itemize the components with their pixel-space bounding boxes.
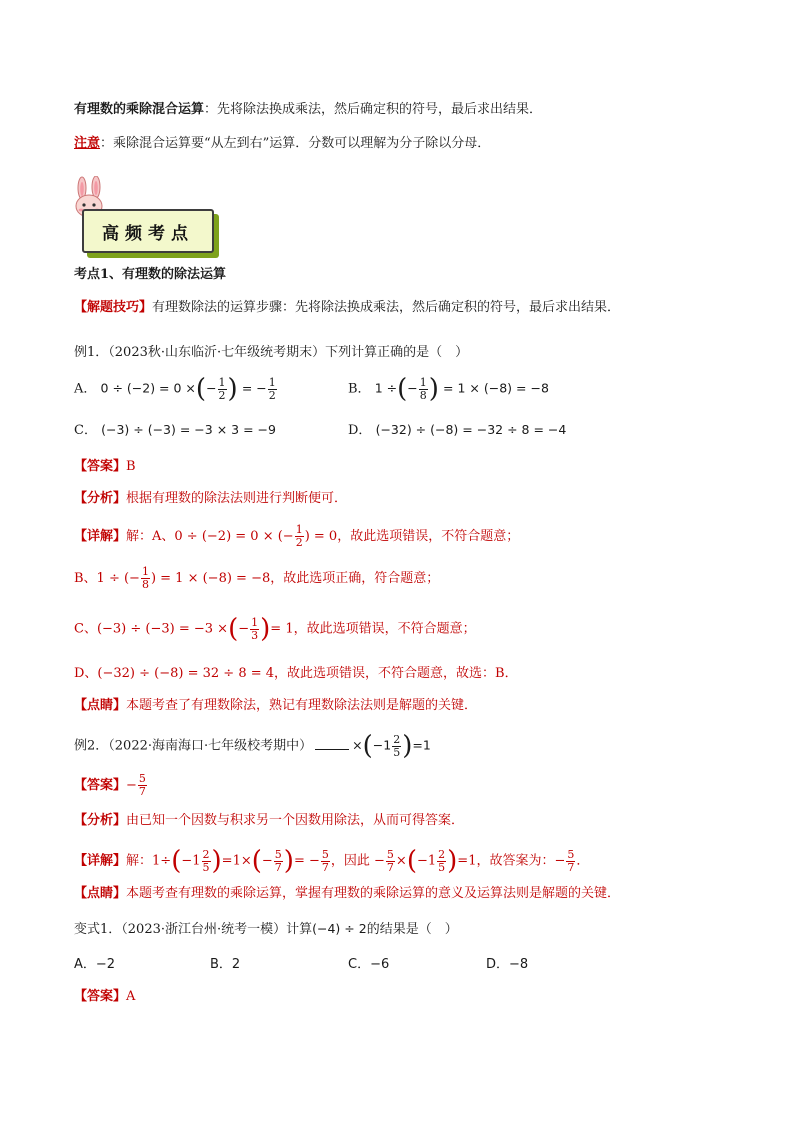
variant1-answer: 【答案】A: [74, 989, 136, 1004]
tip-line: [74, 299, 620, 317]
variant1-stem: 变式1．（2023·浙江台州·统考一模）计算(−4) ÷ 2的结果是（ ）: [74, 921, 458, 937]
note-text: ：乘除混合运算要“从左到右”运算．分数可以理解为分子除以分母．: [100, 136, 491, 151]
variant1-option-a: A．−2: [74, 957, 116, 972]
rule-text: ：先将除法换成乘法，然后确定积的符号，最后求出结果．: [204, 102, 543, 117]
example1-option-a: A． 0 ÷ (−2) = 0 ×(− $\frac{1}{2}$ ) = − $\frac{1}{2}$: [74, 374, 276, 404]
badge-label: 高频考点: [102, 223, 194, 244]
variant1-option-b: B．2: [210, 957, 241, 972]
example1-option-c: C． (−3) ÷ (−3) = −3 × 3 = −9: [74, 422, 276, 438]
example1-comment: 【点睛】本题考查了有理数除法，熟记有理数除法法则是解题的关键．: [74, 698, 478, 713]
example2-analysis: 【分析】由已知一个因数与积求另一个因数用除法，从而可得答案．: [74, 813, 465, 828]
rule-title: 有理数的乘除混合运算: [74, 102, 205, 117]
variant1-option-c: C．−6: [348, 957, 390, 972]
answer-blank: [315, 737, 349, 750]
example2-stem: 例2．（2022·海南海口·七年级校考期中） ×(−1 $\frac{2}{5}$ )=1: [74, 731, 431, 761]
example2-detail: 【详解】解：1÷(−1 $\frac{2}{5}$ )=1×(− $\frac{5}{7}$ )= − $\frac{5}{7}$ ，因此 − $\frac{5}{7}$ ×(−1 $\frac{2}{5}$ )=1，故答案为：− $\frac{5}{7}$ ．: [74, 846, 590, 876]
point-title: 考点1、有理数的除法运算: [74, 267, 227, 282]
example1-option-d: D． (−32) ÷ (−8) = −32 ÷ 8 = −4: [348, 422, 567, 438]
example1-option-b: B． 1 ÷(− $\frac{1}{8}$ ) = 1 × (−8) = −8: [348, 374, 549, 404]
rule-line: [74, 101, 542, 119]
note-title: 注意: [74, 136, 101, 151]
variant1-option-d: D．−8: [486, 957, 529, 972]
example1-stem: 例1．（2023秋·山东临沂·七年级统考期末）下列计算正确的是（ ）: [74, 345, 469, 360]
note-line: [74, 135, 490, 153]
tip-text: 有理数除法的运算步骤：先将除法换成乘法，然后确定积的符号，最后求出结果．: [152, 300, 621, 315]
tip-label: 【解题技巧】: [74, 300, 153, 315]
example1-answer: 【答案】B: [74, 459, 136, 474]
example1-detail-c: C、(−3) ÷ (−3) = −3 ×(− $\frac{1}{3}$ )= 1，故此选项错误，不符合题意；: [74, 614, 476, 644]
example1-detail-d: D、(−32) ÷ (−8) = 32 ÷ 8 = 4，故此选项错误，不符合题意，故选：B．: [74, 666, 518, 681]
section-badge: [82, 209, 214, 253]
example1-detail-b: B、1 ÷ (− $\frac{1}{8}$ ) = 1 × (−8) = −8，故此选项正确，符合题意；: [74, 565, 440, 591]
example1-analysis: 【分析】根据有理数的除法法则进行判断便可．: [74, 491, 348, 506]
example1-detail-a: 【详解】解：A、0 ÷ (−2) = 0 × (− $\frac{1}{2}$ ) = 0，故此选项错误，不符合题意；: [74, 523, 520, 549]
example2-comment: 【点睛】本题考查有理数的乘除运算，掌握有理数的乘除运算的意义及运算法则是解题的关键．: [74, 886, 621, 901]
example2-answer: 【答案】− $\frac{5}{7}$: [74, 772, 146, 798]
